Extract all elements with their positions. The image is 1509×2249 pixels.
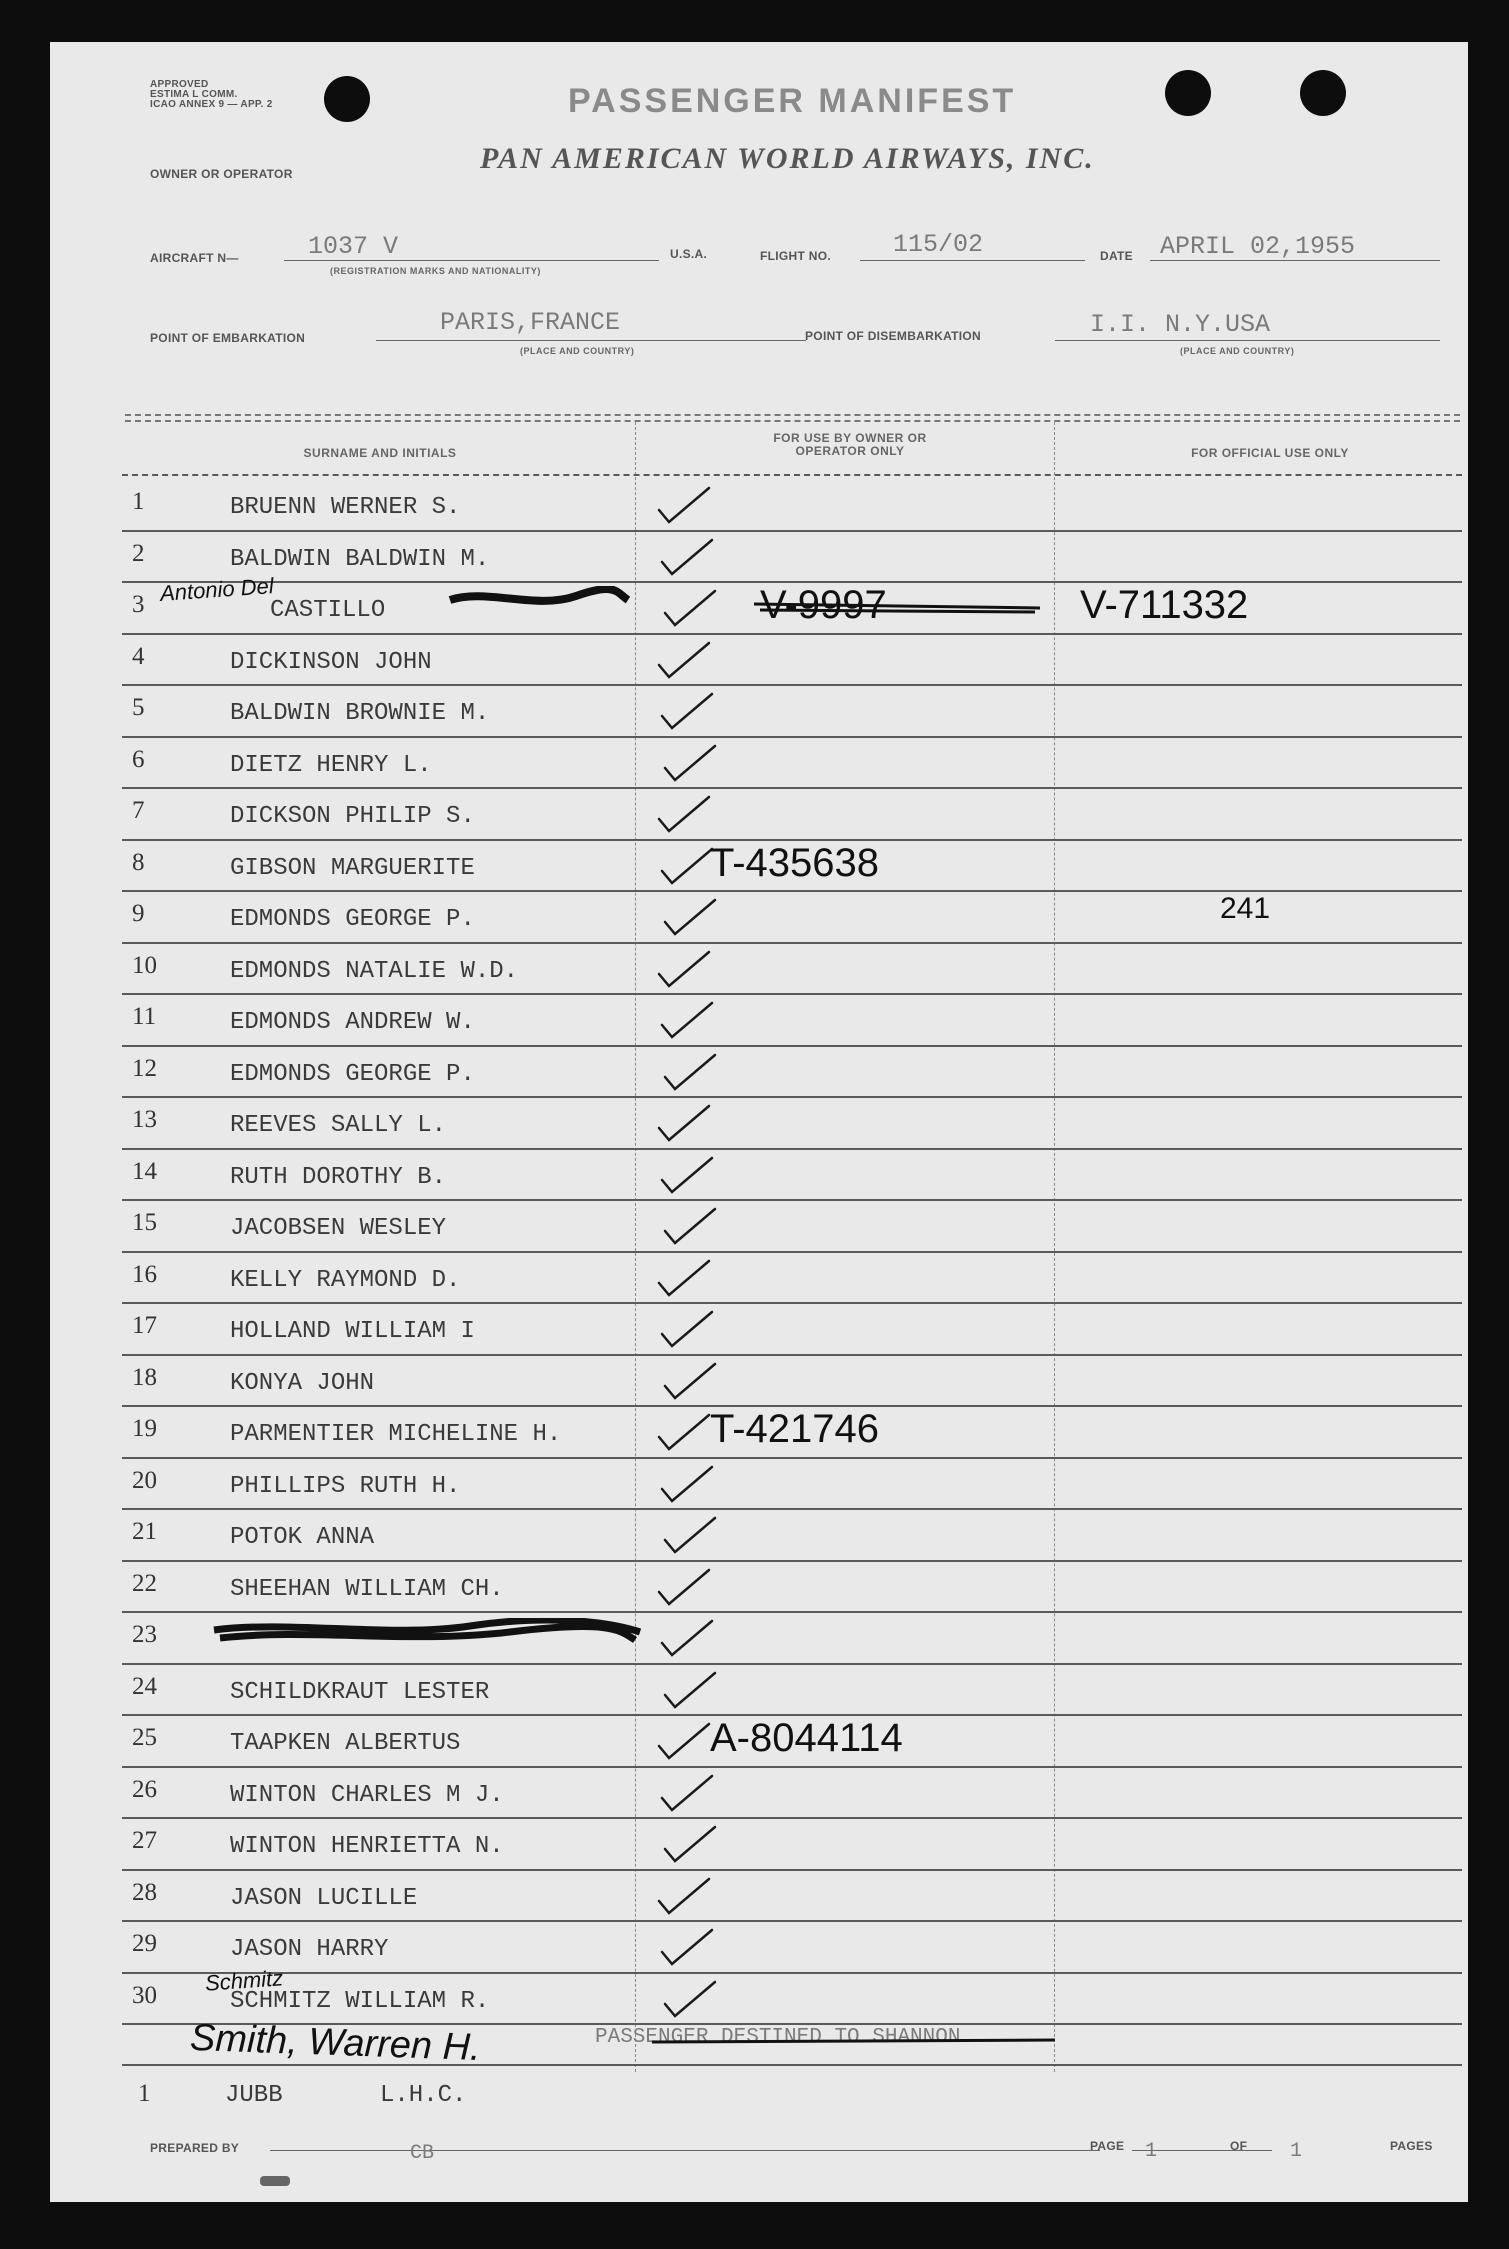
passenger-name: JACOBSEN WESLEY bbox=[230, 1215, 447, 1242]
row-number: 1 bbox=[132, 488, 145, 515]
disembarkation-line bbox=[1055, 340, 1440, 341]
passenger-name: TAAPKEN ALBERTUS bbox=[230, 1730, 461, 1757]
check-mark-icon bbox=[655, 1566, 715, 1610]
check-mark-icon bbox=[655, 1102, 715, 1146]
row-number: 21 bbox=[132, 1518, 157, 1545]
manifest-sheet bbox=[50, 42, 1468, 2202]
passenger-name: BRUENN WERNER S. bbox=[230, 494, 461, 521]
aircraft-sub: (REGISTRATION MARKS AND NATIONALITY) bbox=[330, 266, 541, 276]
row-number: 11 bbox=[132, 1003, 157, 1030]
row-rule bbox=[122, 993, 1462, 995]
check-mark-icon bbox=[655, 948, 715, 992]
row-rule bbox=[122, 633, 1462, 635]
crew-row-number: 1 bbox=[138, 2080, 151, 2107]
prepared-line bbox=[270, 2150, 1100, 2151]
passenger-name: BALDWIN BALDWIN M. bbox=[230, 545, 490, 573]
check-mark-icon bbox=[661, 1514, 721, 1558]
row-number: 23 bbox=[132, 1621, 157, 1648]
punch-hole bbox=[1165, 70, 1211, 116]
approval-stamp bbox=[150, 80, 273, 110]
check-mark-icon bbox=[655, 1875, 715, 1919]
passenger-name: BALDWIN BROWNIE M. bbox=[230, 700, 490, 727]
row-rule bbox=[122, 1302, 1462, 1304]
passenger-name: DICKSON PHILIP S. bbox=[230, 803, 475, 830]
row-number: 16 bbox=[132, 1260, 157, 1288]
row-rule bbox=[122, 1457, 1462, 1459]
ink-smudge bbox=[260, 2176, 290, 2186]
check-mark-icon bbox=[658, 999, 718, 1043]
crew-name: JUBB bbox=[225, 2082, 283, 2109]
row-rule bbox=[122, 1199, 1462, 1201]
row-number: 20 bbox=[132, 1466, 157, 1494]
row-rule bbox=[122, 736, 1462, 738]
check-mark-icon bbox=[658, 1772, 718, 1816]
check-mark-icon bbox=[658, 1154, 718, 1198]
crew-initials: L.H.C. bbox=[380, 2082, 467, 2109]
date-value: APRIL 02,1955 bbox=[1160, 232, 1356, 261]
pages-label: PAGES bbox=[1390, 2139, 1433, 2153]
owner-note: V-9997 bbox=[760, 583, 887, 627]
check-mark-icon bbox=[655, 793, 715, 837]
disembarkation-label: POINT OF DISEMBARKATION bbox=[805, 329, 982, 343]
check-mark-icon bbox=[661, 1823, 721, 1867]
check-mark-icon bbox=[661, 896, 721, 940]
row-rule bbox=[122, 1869, 1462, 1871]
row-rule bbox=[122, 1508, 1462, 1510]
row-rule bbox=[122, 1663, 1462, 1665]
row-rule bbox=[122, 1148, 1462, 1150]
check-mark-icon bbox=[658, 536, 718, 580]
passenger-name: SHEEHAN WILLIAM CH. bbox=[230, 1575, 504, 1603]
owner-note: A-8044114 bbox=[710, 1716, 903, 1760]
row-number: 7 bbox=[132, 797, 145, 824]
row-number: 15 bbox=[132, 1209, 157, 1236]
usa-label: U.S.A. bbox=[670, 247, 708, 261]
embarkation-label: POINT OF EMBARKATION bbox=[150, 331, 306, 345]
row-rule bbox=[122, 942, 1462, 944]
strike-scribble bbox=[210, 1618, 650, 1648]
official-column-header: FOR OFFICIAL USE ONLY bbox=[1191, 446, 1349, 460]
handwritten-name-correction: Schmitz bbox=[204, 1964, 284, 1996]
passenger-name: EDMONDS NATALIE W.D. bbox=[230, 957, 519, 985]
check-mark-icon bbox=[655, 484, 715, 528]
of-label: OF bbox=[1230, 2139, 1248, 2153]
passenger-name: PARMENTIER MICHELINE H. bbox=[230, 1421, 562, 1448]
row-number: 8 bbox=[132, 848, 145, 876]
handwritten-name-correction: Antonio Del bbox=[159, 573, 275, 606]
check-mark-icon bbox=[658, 1463, 718, 1507]
check-mark-icon bbox=[658, 1617, 718, 1661]
aircraft-label: AIRCRAFT N— bbox=[150, 251, 239, 265]
row-number: 6 bbox=[132, 745, 145, 773]
row-rule bbox=[122, 787, 1462, 789]
flight-value: 115/02 bbox=[893, 230, 984, 259]
row-rule bbox=[122, 1354, 1462, 1356]
passenger-name: KELLY RAYMOND D. bbox=[230, 1266, 461, 1294]
handwritten-added-passenger: Smith, Warren H. bbox=[189, 2016, 482, 2070]
row-rule bbox=[122, 1920, 1462, 1922]
check-mark-icon bbox=[661, 1669, 721, 1713]
passenger-name: GIBSON MARGUERITE bbox=[230, 854, 475, 882]
row-rule bbox=[122, 2064, 1462, 2066]
date-label: DATE bbox=[1100, 249, 1133, 263]
row-rule bbox=[122, 684, 1462, 686]
row-rule bbox=[122, 1251, 1462, 1253]
aircraft-value: 1037 V bbox=[308, 232, 399, 261]
passenger-name: DIETZ HENRY L. bbox=[230, 751, 432, 779]
row-rule bbox=[122, 1045, 1462, 1047]
row-number: 9 bbox=[132, 900, 145, 927]
check-mark-icon bbox=[655, 1257, 715, 1301]
row-number: 5 bbox=[132, 694, 145, 721]
passenger-name: KONYA JOHN bbox=[230, 1369, 375, 1397]
check-mark-icon bbox=[661, 1978, 721, 2022]
row-number: 14 bbox=[132, 1157, 157, 1185]
owner-note: T-435638 bbox=[710, 840, 880, 885]
disembarkation-sub: (PLACE AND COUNTRY) bbox=[1180, 346, 1295, 356]
passenger-name: POTOK ANNA bbox=[230, 1524, 375, 1551]
header-rule bbox=[125, 414, 1460, 422]
passenger-name: JASON HARRY bbox=[230, 1936, 389, 1963]
check-mark-icon bbox=[658, 1308, 718, 1352]
page-title: PASSENGER MANIFEST bbox=[568, 82, 1017, 120]
airline-name: PAN AMERICAN WORLD AIRWAYS, INC. bbox=[480, 142, 1095, 175]
strike-line bbox=[650, 2030, 1060, 2050]
flight-label: FLIGHT NO. bbox=[760, 249, 831, 263]
check-mark-icon bbox=[658, 1926, 718, 1970]
row-number: 28 bbox=[132, 1878, 157, 1906]
row-number: 3 bbox=[132, 591, 145, 618]
row-rule bbox=[122, 1096, 1462, 1098]
of-value: 1 bbox=[1290, 2140, 1303, 2163]
row-number: 13 bbox=[132, 1106, 157, 1133]
row-rule bbox=[122, 1560, 1462, 1562]
passenger-name: REEVES SALLY L. bbox=[230, 1112, 447, 1139]
owner-column-header: FOR USE BY OWNER OR OPERATOR ONLY bbox=[773, 431, 927, 458]
row-rule bbox=[122, 530, 1462, 532]
passenger-name: EDMONDS ANDREW W. bbox=[230, 1009, 475, 1036]
passenger-name: HOLLAND WILLIAM I bbox=[230, 1318, 475, 1345]
row-number: 24 bbox=[132, 1672, 157, 1700]
embarkation-line bbox=[376, 340, 806, 341]
passenger-name: SCHMITZ WILLIAM R. bbox=[230, 1987, 490, 2015]
row-number: 27 bbox=[132, 1827, 157, 1854]
passenger-name: RUTH DOROTHY B. bbox=[230, 1163, 447, 1191]
check-mark-icon bbox=[658, 845, 718, 889]
row-number: 22 bbox=[132, 1569, 157, 1597]
column-divider bbox=[1054, 422, 1055, 2072]
surname-column-header: SURNAME AND INITIALS bbox=[303, 446, 457, 460]
passenger-name: CASTILLO bbox=[270, 597, 386, 624]
passenger-name: PHILLIPS RUTH H. bbox=[230, 1472, 461, 1500]
row-number: 18 bbox=[132, 1363, 157, 1391]
row-number: 10 bbox=[132, 951, 157, 979]
check-mark-icon bbox=[661, 1051, 721, 1095]
page-value: 1 bbox=[1145, 2140, 1158, 2163]
check-mark-icon bbox=[661, 1360, 721, 1404]
check-mark-icon bbox=[661, 1205, 721, 1249]
punch-hole bbox=[324, 76, 370, 122]
strike-scribble bbox=[446, 586, 631, 612]
row-rule bbox=[122, 1972, 1462, 1974]
owner-note: T-421746 bbox=[710, 1407, 880, 1451]
row-number: 19 bbox=[132, 1415, 157, 1442]
passenger-name: SCHILDKRAUT LESTER bbox=[230, 1678, 490, 1706]
owner-label: OWNER OR OPERATOR bbox=[150, 167, 293, 181]
approval-line: ESTIMA L COMM. bbox=[150, 89, 238, 100]
passenger-name: DICKINSON JOHN bbox=[230, 648, 432, 676]
page-label: PAGE bbox=[1090, 2139, 1125, 2153]
row-rule bbox=[122, 1611, 1462, 1613]
row-number: 26 bbox=[132, 1775, 157, 1803]
check-mark-icon bbox=[655, 639, 715, 683]
column-divider bbox=[635, 422, 636, 2072]
approval-line: APPROVED bbox=[150, 79, 209, 90]
punch-hole bbox=[1300, 70, 1346, 116]
passenger-name: EDMONDS GEORGE P. bbox=[230, 1060, 475, 1088]
header-underline bbox=[122, 474, 1462, 476]
check-mark-icon bbox=[661, 587, 721, 631]
check-mark-icon bbox=[655, 1720, 715, 1764]
check-mark-icon bbox=[658, 690, 718, 734]
flight-line bbox=[860, 260, 1085, 261]
row-number: 29 bbox=[132, 1930, 157, 1957]
row-rule bbox=[122, 1817, 1462, 1819]
check-mark-icon bbox=[655, 1411, 715, 1455]
embarkation-sub: (PLACE AND COUNTRY) bbox=[520, 346, 635, 356]
row-number: 25 bbox=[132, 1724, 157, 1751]
passenger-name: EDMONDS GEORGE P. bbox=[230, 906, 475, 933]
official-note: V-711332 bbox=[1080, 583, 1249, 627]
check-mark-icon bbox=[661, 742, 721, 786]
passenger-name: WINTON CHARLES M J. bbox=[230, 1781, 504, 1809]
row-rule bbox=[122, 1766, 1462, 1768]
embarkation-value: PARIS,FRANCE bbox=[440, 308, 621, 337]
row-number: 17 bbox=[132, 1312, 157, 1339]
strike-line bbox=[750, 590, 1050, 620]
prepared-label: PREPARED BY bbox=[150, 2141, 240, 2155]
passenger-name: JASON LUCILLE bbox=[230, 1884, 418, 1912]
passenger-name: WINTON HENRIETTA N. bbox=[230, 1833, 504, 1860]
row-number: 30 bbox=[132, 1981, 157, 2009]
row-number: 12 bbox=[132, 1054, 157, 1082]
approval-line: ICAO ANNEX 9 — APP. 2 bbox=[150, 99, 273, 110]
prepared-value: CB bbox=[410, 2142, 435, 2165]
official-note: 241 bbox=[1220, 892, 1271, 925]
transit-note: PASSENGER DESTINED TO SHANNON bbox=[595, 2026, 961, 2049]
row-number: 4 bbox=[132, 642, 145, 670]
disembarkation-value: I.I. N.Y.USA bbox=[1090, 310, 1271, 339]
row-number: 2 bbox=[132, 539, 145, 567]
